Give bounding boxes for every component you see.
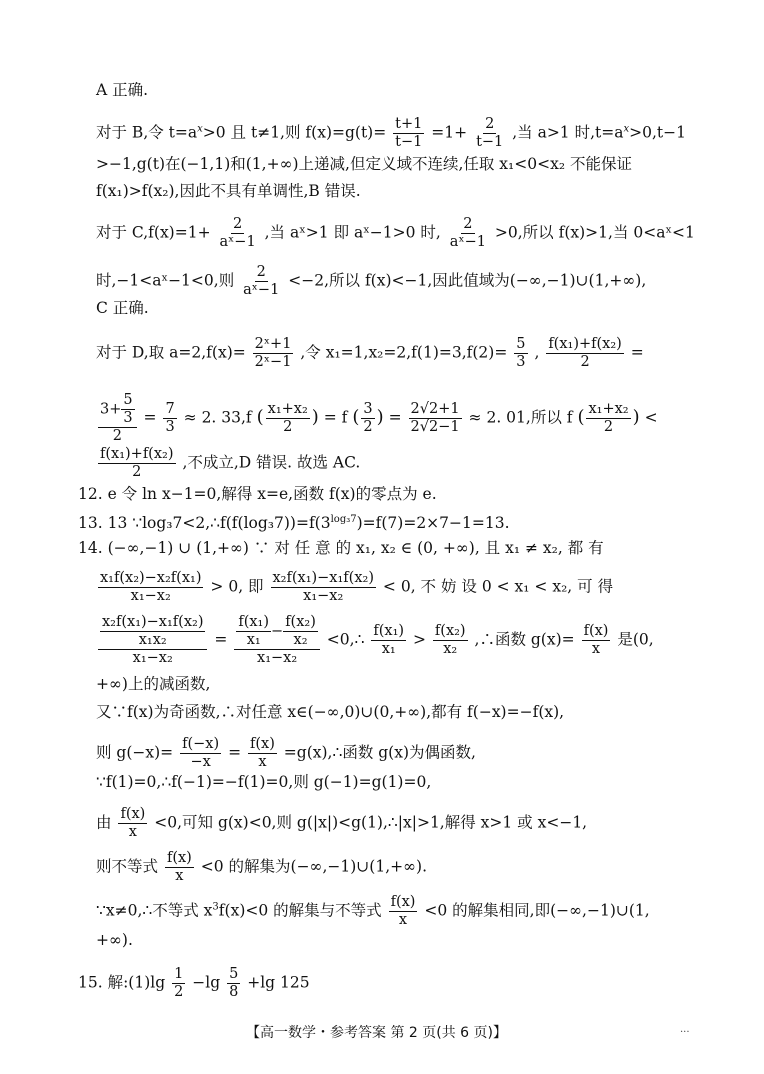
line-b-3	[96, 181, 361, 201]
line-d-3: $\frac{\text{f(x₁)+f(x₂)}}{2}$ ,不成立,D 错误. 故选 AC.	[100, 446, 361, 480]
line-b-1: 对于 B,令 $t=a^x>0$ 且 t≠1,则 f(x)=g(t)= $\frac{t+1}{t-1}$ =1+ $\frac{2}{t-1}$ ,当 a>1 时$,t=a^x>0,t-1$	[96, 116, 686, 150]
text: C 正确.	[96, 299, 149, 317]
line-d-2: 3+ $\frac{5}{3}$ 2 = $\frac{7}{3}$ ≈ 2. 33,f ( $\frac{\text{x₁+x₂}}{2}$ ) = f ( $\frac{3}{2}$ ) = $\frac{2√2+1}{2√2-1}$ ≈ 2. 01,所以 f ( $\frac{\text{x₁+x₂}}{2}$ ) <	[100, 392, 658, 444]
fraction: $\frac{\text{x₂f(x₁)−x₁f(x₂)}}{\text{x₁−x₂}}$	[272, 570, 374, 604]
text: >0 且 t≠1,则 f(x)=g(t)=	[202, 123, 387, 142]
text: 14. (−∞,−1) ∪ (1,+∞) ∵ 对 任 意 的 x₁, x₂ ∈ (0, +∞), 且 x₁ ≠ x₂, 都 有	[78, 539, 604, 557]
text: >−1,g(t)在(−1,1)和(1,+∞)上递减,但定义域不连续,任取 x₁<0<x₂ 不能保证	[96, 155, 632, 173]
fraction: $\frac{\text{f(x₁)}}{\text{x₁}}$	[373, 623, 405, 657]
fraction: $\frac{2√2+1}{2√2-1}$	[410, 401, 460, 435]
fraction: $\frac{3}{2}$	[363, 401, 373, 435]
fraction: $\frac{1}{2}$	[174, 966, 184, 1000]
fraction: $\frac{\text{f(x₁)+f(x₂)}}{2}$	[548, 336, 622, 370]
fraction: $\frac{f(x)}{x}$	[250, 736, 275, 770]
answer-14-line2: $\frac{\text{x₁f(x₂)−x₂f(x₁)}}{\text{x₁−x₂}}$ > 0, 即 $\frac{\text{x₂f(x₁)−x₁f(x₂)}}{\text{x₁−x₂}}$ < 0, 不 妨 设 0 < x₁ < x₂, 可 得	[100, 570, 614, 604]
fraction: $\frac{t+1}{t-1}$	[395, 116, 423, 150]
line-c-2: 时,−1<aˣ−1<0,则 $\frac{2}{\text{aˣ−1}}$ <−2,所以 f(x)<−1,因此值域为(−∞,−1)∪(1,+∞),	[96, 264, 647, 298]
answer-14-line3: $\frac{\frac{\text{x₂f(x₁)−x₁f(x₂)}}{\text{x₁x₂}}}{\text{x₁−x₂}}$ = $\frac{\text{f(x₁)}}{\text{x₁}}$ − $\frac{\text{f(x₂)}}{\text{x₂}}$ x₁−x₂ <0,∴ $\frac{\text{f(x₁)}}{\text{x₁}}$ > $\frac{\text{f(x₂)}}{\text{x₂}}$ ,∴函数 g(x)= $\frac{f(x)}{x}$ 是(0,	[96, 614, 654, 667]
line-c-3	[96, 298, 149, 318]
text: =1+	[431, 123, 468, 142]
text: A 正确.	[96, 81, 149, 99]
fraction: $\frac{\text{f(x₁)+f(x₂)}}{2}$	[100, 446, 174, 480]
fraction: $\frac{f(-x)}{-x}$	[182, 736, 220, 770]
line-d-1: 对于 D,取 a=2,f(x)= $\frac{\text{2ˣ+1}}{\text{2ˣ−1}}$ ,令 x₁=1,x₂=2,f(1)=3,f(2)= $\frac{5}{3}$ , $\frac{\text{f(x₁)+f(x₂)}}{2}$ =	[96, 336, 644, 370]
fraction: $\frac{\text{x₁f(x₂)−x₂f(x₁)}}{\text{x₁−x₂}}$	[100, 570, 202, 604]
fraction: $\frac{5}{8}$	[229, 966, 239, 1000]
page-footer: 【高一数学・参考答案 第 2 页(共 6 页)】	[246, 1025, 507, 1041]
text: 又∵f(x)为奇函数,∴对任意 x∈(−∞,0)∪(0,+∞),都有 f(−x)=−f(x),	[96, 703, 565, 721]
fraction: $\frac{\text{f(x₂)}}{\text{x₂}}$	[434, 623, 466, 657]
line-c-1: 对于 C,f(x)=1+ $\frac{2}{\text{aˣ−1}}$ ,当 aˣ>1 即 aˣ−1>0 时, $\frac{2}{\text{aˣ−1}}$ >0,所以 f(x)>1,当 0<aˣ<1	[96, 216, 695, 250]
fraction: $\frac{2}{\text{aˣ−1}}$	[449, 216, 486, 250]
fraction: $\frac{2}{\text{aˣ−1}}$	[219, 216, 256, 250]
fraction: $\frac{2}{\text{aˣ−1}}$	[243, 264, 280, 298]
answer-14-line7	[96, 772, 431, 792]
text: f(x₁)>f(x₂),因此不具有单调性,B 错误.	[96, 182, 361, 200]
answer-14-line6: 则 g(−x)= $\frac{f(-x)}{-x}$ = $\frac{f(x)}{x}$ =g(x),∴函数 g(x)为偶函数,	[96, 736, 476, 770]
fraction: $\frac{\text{f(x₁)}}{\text{x₁}}$ − $\frac{\text{f(x₂)}}{\text{x₂}}$ x₁−x₂	[234, 614, 320, 667]
answer-14-line11	[96, 930, 133, 950]
answer-14-line8: 由 $\frac{f(x)}{x}$ <0,可知 g(x)<0,则 g(|x|)<g(1),∴|x|>1,解得 x>1 或 x<−1,	[96, 806, 588, 840]
answer-12	[78, 484, 437, 504]
text: 对于 B,令 t=a	[96, 123, 198, 142]
answer-13: 13. 13 $\because\log_37<2,\therefore f(f(\log_37))=f(3^{log_37})=f(7)=2\times 7-1=13$.	[78, 514, 510, 533]
answer-14-line5	[96, 702, 564, 722]
text: +∞)上的减函数,	[96, 675, 211, 693]
fraction: 3+ $\frac{5}{3}$ 2	[98, 392, 137, 445]
fraction: $\frac{f(x)}{x}$	[583, 623, 609, 657]
fraction: $\frac{\frac{\text{x₂f(x₁)−x₁f(x₂)}}{\text{x₁x₂}}}{\text{x₁−x₂}}$	[98, 614, 207, 667]
fraction: $\frac{7}{3}$	[165, 401, 175, 435]
fraction: $\frac{f(x)}{x}$	[166, 850, 192, 884]
answer-14-line1	[78, 538, 604, 558]
fraction: $\frac{2}{t-1}$	[476, 116, 504, 150]
text: 12. e 令 ln x−1=0,解得 x=e,函数 f(x)的零点为 e.	[78, 485, 437, 503]
fraction: $\frac{5}{3}$	[516, 336, 526, 370]
fraction: $\frac{\text{x₁+x₂}}{2}$	[588, 401, 629, 435]
fraction: $\frac{f(x)}{x}$	[120, 806, 146, 840]
text: +∞).	[96, 931, 133, 949]
text: >0,t−1	[629, 123, 686, 142]
line-b-2	[96, 154, 632, 174]
answer-15: 15. 解:(1)lg $\frac{1}{2}$ −lg $\frac{5}{8}$ +lg 125	[78, 966, 310, 1000]
answer-14-line10: ∵x≠0,∴不等式 $x^3f(x)<0$ 的解集与不等式 $\frac{f(x)}{x}$ <0 的解集相同,即(−∞,−1)∪(1,	[96, 894, 650, 928]
text: ∵f(1)=0,∴f(−1)=−f(1)=0,则 g(−1)=g(1)=0,	[96, 773, 432, 791]
fraction: $\frac{f(x)}{x}$	[390, 894, 416, 928]
text: ,当 a>1 时,t=a	[512, 123, 624, 142]
line-a-correct	[96, 80, 148, 100]
corner-mark: ...	[680, 1024, 690, 1035]
answer-14-line9: 则不等式 $\frac{f(x)}{x}$ <0 的解集为(−∞,−1)∪(1,+∞).	[96, 850, 427, 884]
answer-14-line4	[96, 674, 210, 694]
fraction: $\frac{\text{2ˣ+1}}{\text{2ˣ−1}}$	[254, 336, 292, 370]
fraction: $\frac{\text{x₁+x₂}}{2}$	[267, 401, 308, 435]
